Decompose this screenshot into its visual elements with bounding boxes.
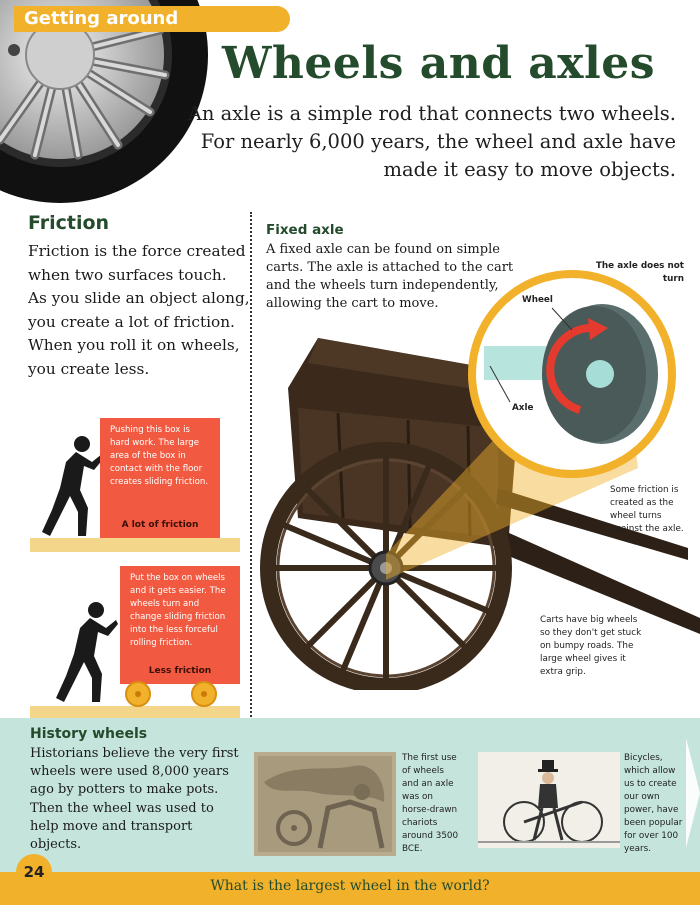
sliding-box xyxy=(100,418,220,538)
rolling-box xyxy=(120,566,240,684)
rolling-box-caption: Less friction xyxy=(148,666,212,676)
rolling-box-text: Put the box on wheels and it gets easier. The wheels turn and change sliding friction into the less forceful rolling friction. xyxy=(130,573,226,648)
fixed-axle-heading: Fixed axle xyxy=(266,222,344,238)
history-heading: History wheels xyxy=(30,726,148,742)
page-intro: An axle is a simple rod that connects two wheels. For nearly 6,000 years, the wheel and axle have made it easy to move objects. xyxy=(187,102,676,181)
person-pushing-silhouette xyxy=(36,432,106,540)
early-bicycle-image xyxy=(478,752,620,848)
fixed-axle-body: A fixed axle can be found on simple carts. The axle is attached to the cart and the wheels turn independently, allowing the cart to move. xyxy=(266,242,514,311)
annotation-friction: Some friction is created as the wheel turns against the axle. xyxy=(610,485,684,534)
sliding-box-text: Pushing this box is hard work. The large area of the box in contact with the floor creates sliding friction. xyxy=(110,425,209,487)
label-axle-does-not-turn: The axle does not turn xyxy=(595,261,684,284)
section-tab: Getting around xyxy=(14,6,290,32)
page-number: 24 xyxy=(16,854,52,890)
history-body: Historians believe the very first wheels were used 8,000 years ago by potters to make pots. Then the wheel was used to help move and transport objects. xyxy=(30,746,239,853)
caption-chariots: The first use of wheels and an axle was on horse-drawn chariots around 3500 BCE. xyxy=(402,753,459,854)
axle-zoom-circle xyxy=(456,270,688,482)
chariot-carving-image xyxy=(254,752,396,856)
person-pushing-silhouette xyxy=(50,598,120,706)
footer-question: What is the largest wheel in the world? xyxy=(210,878,490,894)
annotation-big-wheels: Carts have big wheels so they don't get stuck on bumpy roads. The large wheel gives it extra grip. xyxy=(540,615,642,677)
friction-body: Friction is the force created when two surfaces touch. As you slide an object along, you create a lot of friction. When you roll it on wheels, you create less. xyxy=(28,242,250,378)
next-arrow-icon xyxy=(686,738,700,848)
label-wheel: Wheel xyxy=(522,295,553,305)
friction-heading: Friction xyxy=(28,212,110,234)
floor-strip xyxy=(30,538,240,552)
column-divider xyxy=(250,212,252,717)
caption-bicycles: Bicycles, which allow us to create our own power, have been popular for over 100 years. xyxy=(624,753,683,854)
label-axle: Axle xyxy=(512,403,534,413)
page-title: Wheels and axles xyxy=(222,38,656,89)
sliding-box-caption: A lot of friction xyxy=(121,520,199,530)
box-wheels xyxy=(120,680,244,710)
